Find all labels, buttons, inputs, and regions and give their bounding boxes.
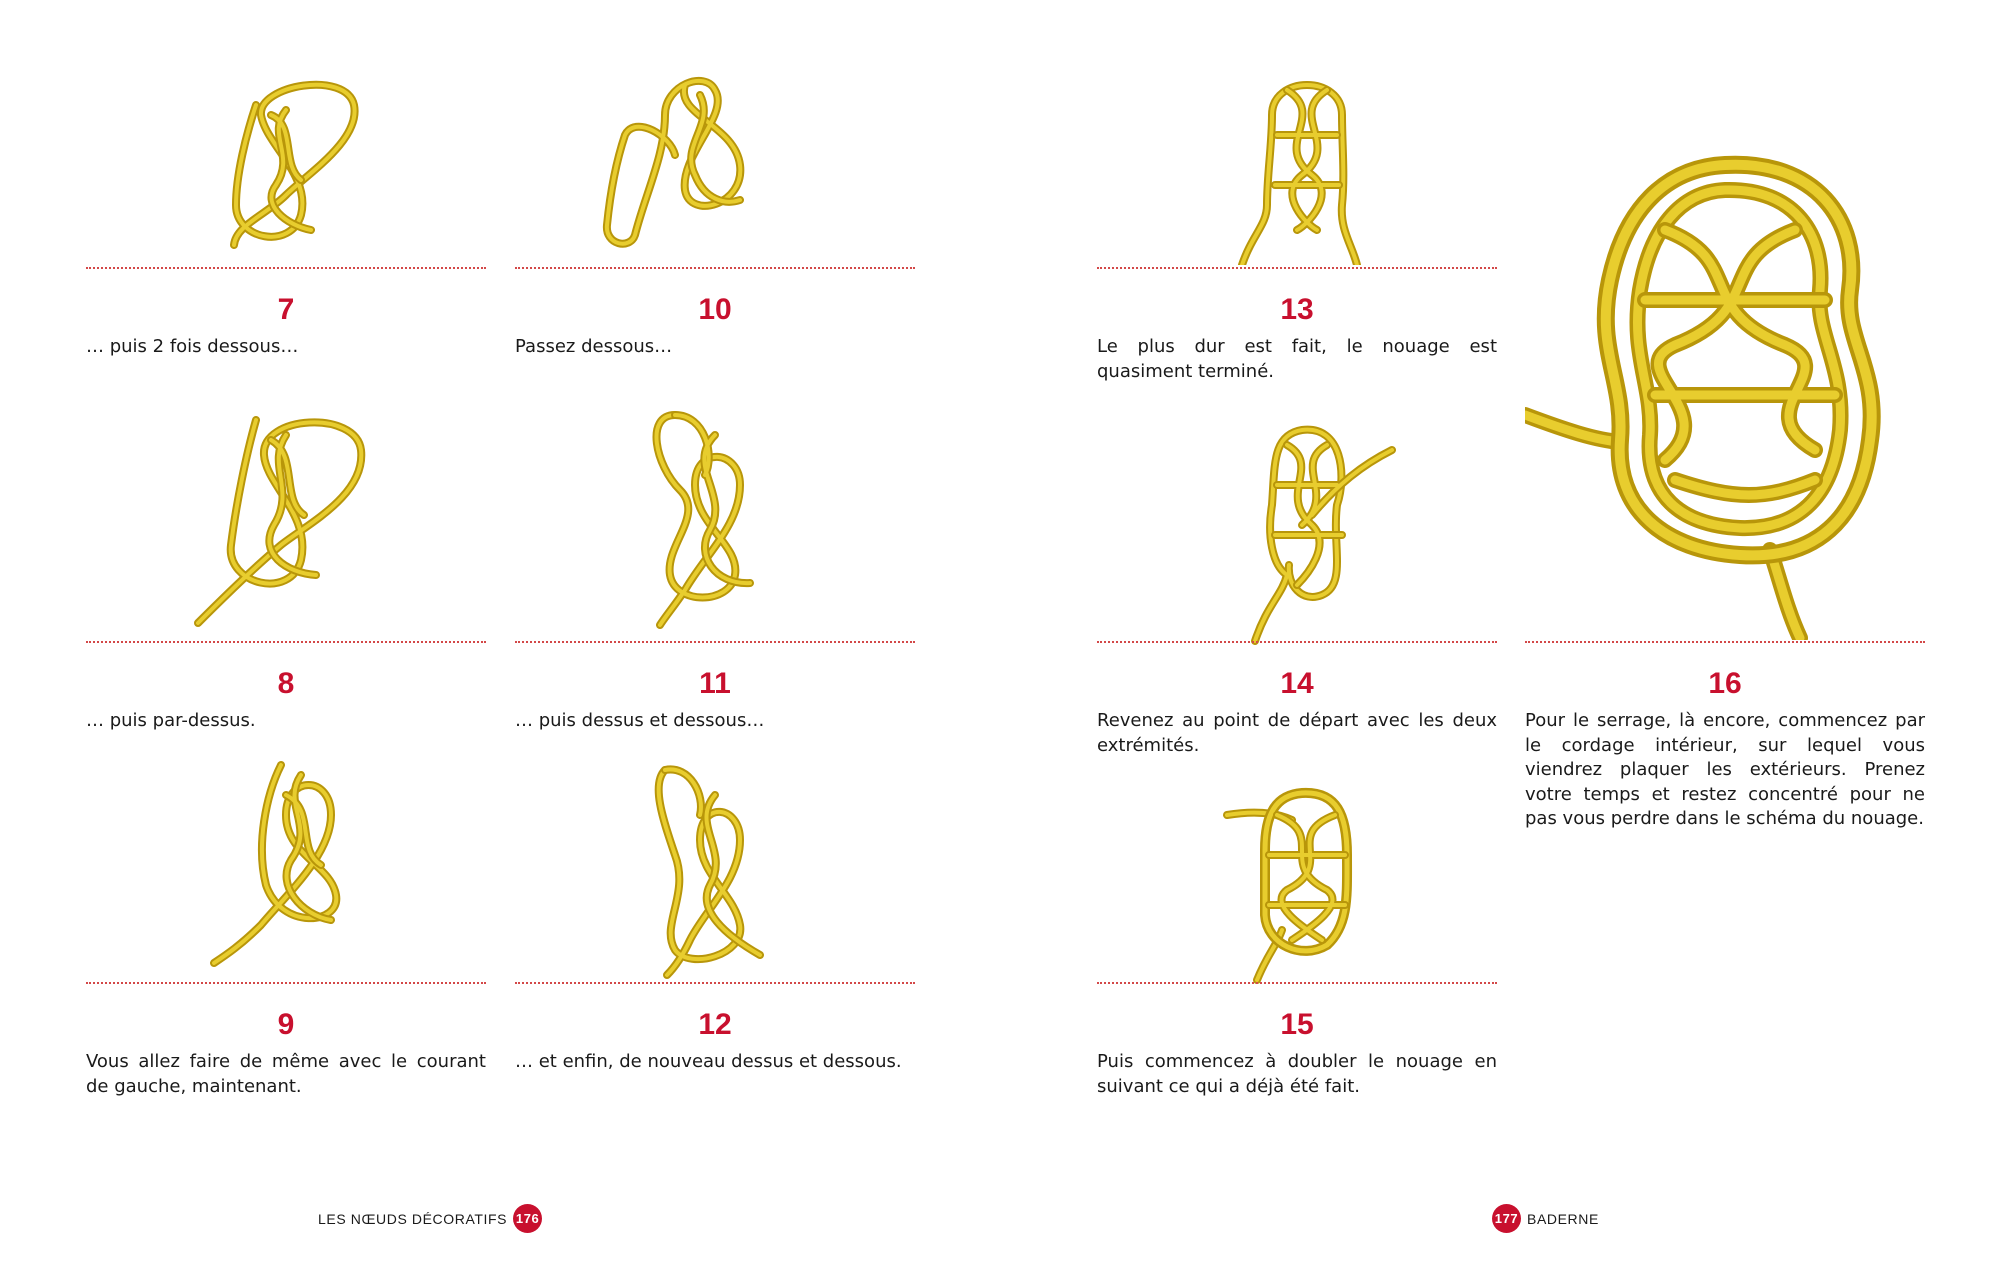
knot-illustration-step-15 [1097, 755, 1497, 985]
knot-illustration-step-12 [515, 755, 915, 985]
step-caption: Pour le serrage, là encore, commencez par le cordage intérieur, sur lequel vous viendrez plaquer les extérieurs. Prenez votre temps et restez concentré pour ne pas vous perdre dans le schéma du nouage. [1525, 710, 1925, 829]
step-number: 13 [1280, 293, 1314, 326]
step-caption: Vous allez faire de même avec le courant de gauche, maintenant. [86, 1051, 486, 1097]
step-caption: … puis 2 fois dessous… [86, 336, 299, 357]
step-number: 16 [1708, 667, 1742, 700]
step-number: 7 [277, 293, 295, 326]
page-number-right: 177 [1492, 1204, 1521, 1233]
knot-illustration-step-8 [86, 405, 486, 645]
step-number: 9 [277, 1008, 295, 1041]
footer-right [1492, 1204, 1599, 1233]
knot-illustration-step-13 [1097, 55, 1497, 265]
step-number: 12 [698, 1008, 732, 1041]
step-caption: Le plus dur est fait, le nouage est quasiment terminé. [1097, 336, 1497, 382]
step-caption: … puis par-dessus. [86, 710, 256, 731]
step-caption: … et enfin, de nouveau dessus et dessous. [515, 1051, 902, 1072]
knot-illustration-step-16-final [1525, 150, 1925, 640]
step-caption: Revenez au point de départ avec les deux extrémités. [1097, 710, 1497, 756]
step-number: 11 [699, 667, 731, 700]
page-number-left: 176 [513, 1204, 542, 1233]
knot-illustration-step-11 [515, 405, 915, 645]
step-number: 14 [1280, 667, 1314, 700]
running-title-right: BADERNE [1527, 1210, 1599, 1227]
step-caption: Puis commencez à doubler le nouage en suivant ce qui a déjà été fait. [1097, 1051, 1497, 1097]
knot-illustration-step-9 [86, 755, 486, 985]
step-number: 10 [698, 293, 732, 326]
knot-illustration-step-14 [1097, 405, 1497, 645]
running-title-left: LES NŒUDS DÉCORATIFS [318, 1210, 508, 1227]
footer-left [318, 1204, 542, 1233]
step-number: 8 [277, 667, 295, 700]
step-number: 15 [1280, 1008, 1314, 1041]
step-caption: Passez dessous… [515, 336, 673, 357]
step-caption: … puis dessus et dessous… [515, 710, 765, 731]
knot-illustration-step-7 [86, 55, 486, 265]
knot-illustration-step-10 [515, 55, 915, 265]
